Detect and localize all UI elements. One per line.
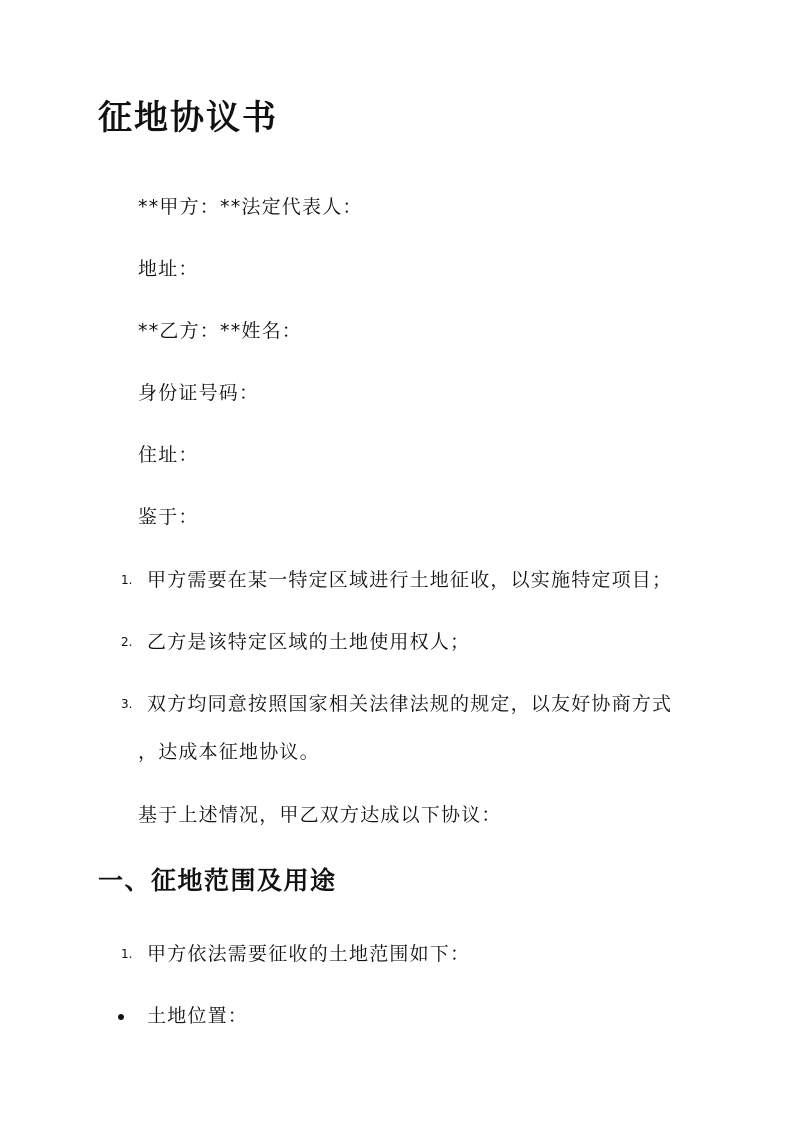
list-item-number: 1. xyxy=(121,573,133,587)
list-item-number: 3. xyxy=(121,697,133,711)
list-item-text: 乙方是该特定区域的土地使用权人； xyxy=(147,631,471,653)
id-number-line: 身份证号码： xyxy=(138,382,260,404)
list-item-number: 2. xyxy=(121,635,133,649)
list-item-text: 双方均同意按照国家相关法律法规的规定，以友好协商方式 xyxy=(147,693,673,715)
agreement-intro: 基于上述情况，甲乙双方达成以下协议： xyxy=(138,804,502,826)
document-title: 征地协议书 xyxy=(98,98,278,138)
address-line: 地址： xyxy=(138,258,199,280)
list-item-text: 甲方需要在某一特定区域进行土地征收，以实施特定项目； xyxy=(147,569,673,591)
list-item-continuation: ，达成本征地协议。 xyxy=(138,741,320,763)
list-item-text: 甲方依法需要征收的土地范围如下： xyxy=(147,943,471,965)
bullet-text: 土地位置： xyxy=(147,1005,249,1027)
section-heading: 一、征地范围及用途 xyxy=(98,866,337,895)
party-b-line: **乙方：**姓名： xyxy=(138,320,303,342)
residence-line: 住址： xyxy=(138,444,199,466)
whereas-line: 鉴于： xyxy=(138,506,199,528)
party-a-line: **甲方：**法定代表人： xyxy=(138,196,363,218)
bullet-dot-icon xyxy=(118,1014,124,1020)
list-item-number: 1. xyxy=(121,947,133,961)
